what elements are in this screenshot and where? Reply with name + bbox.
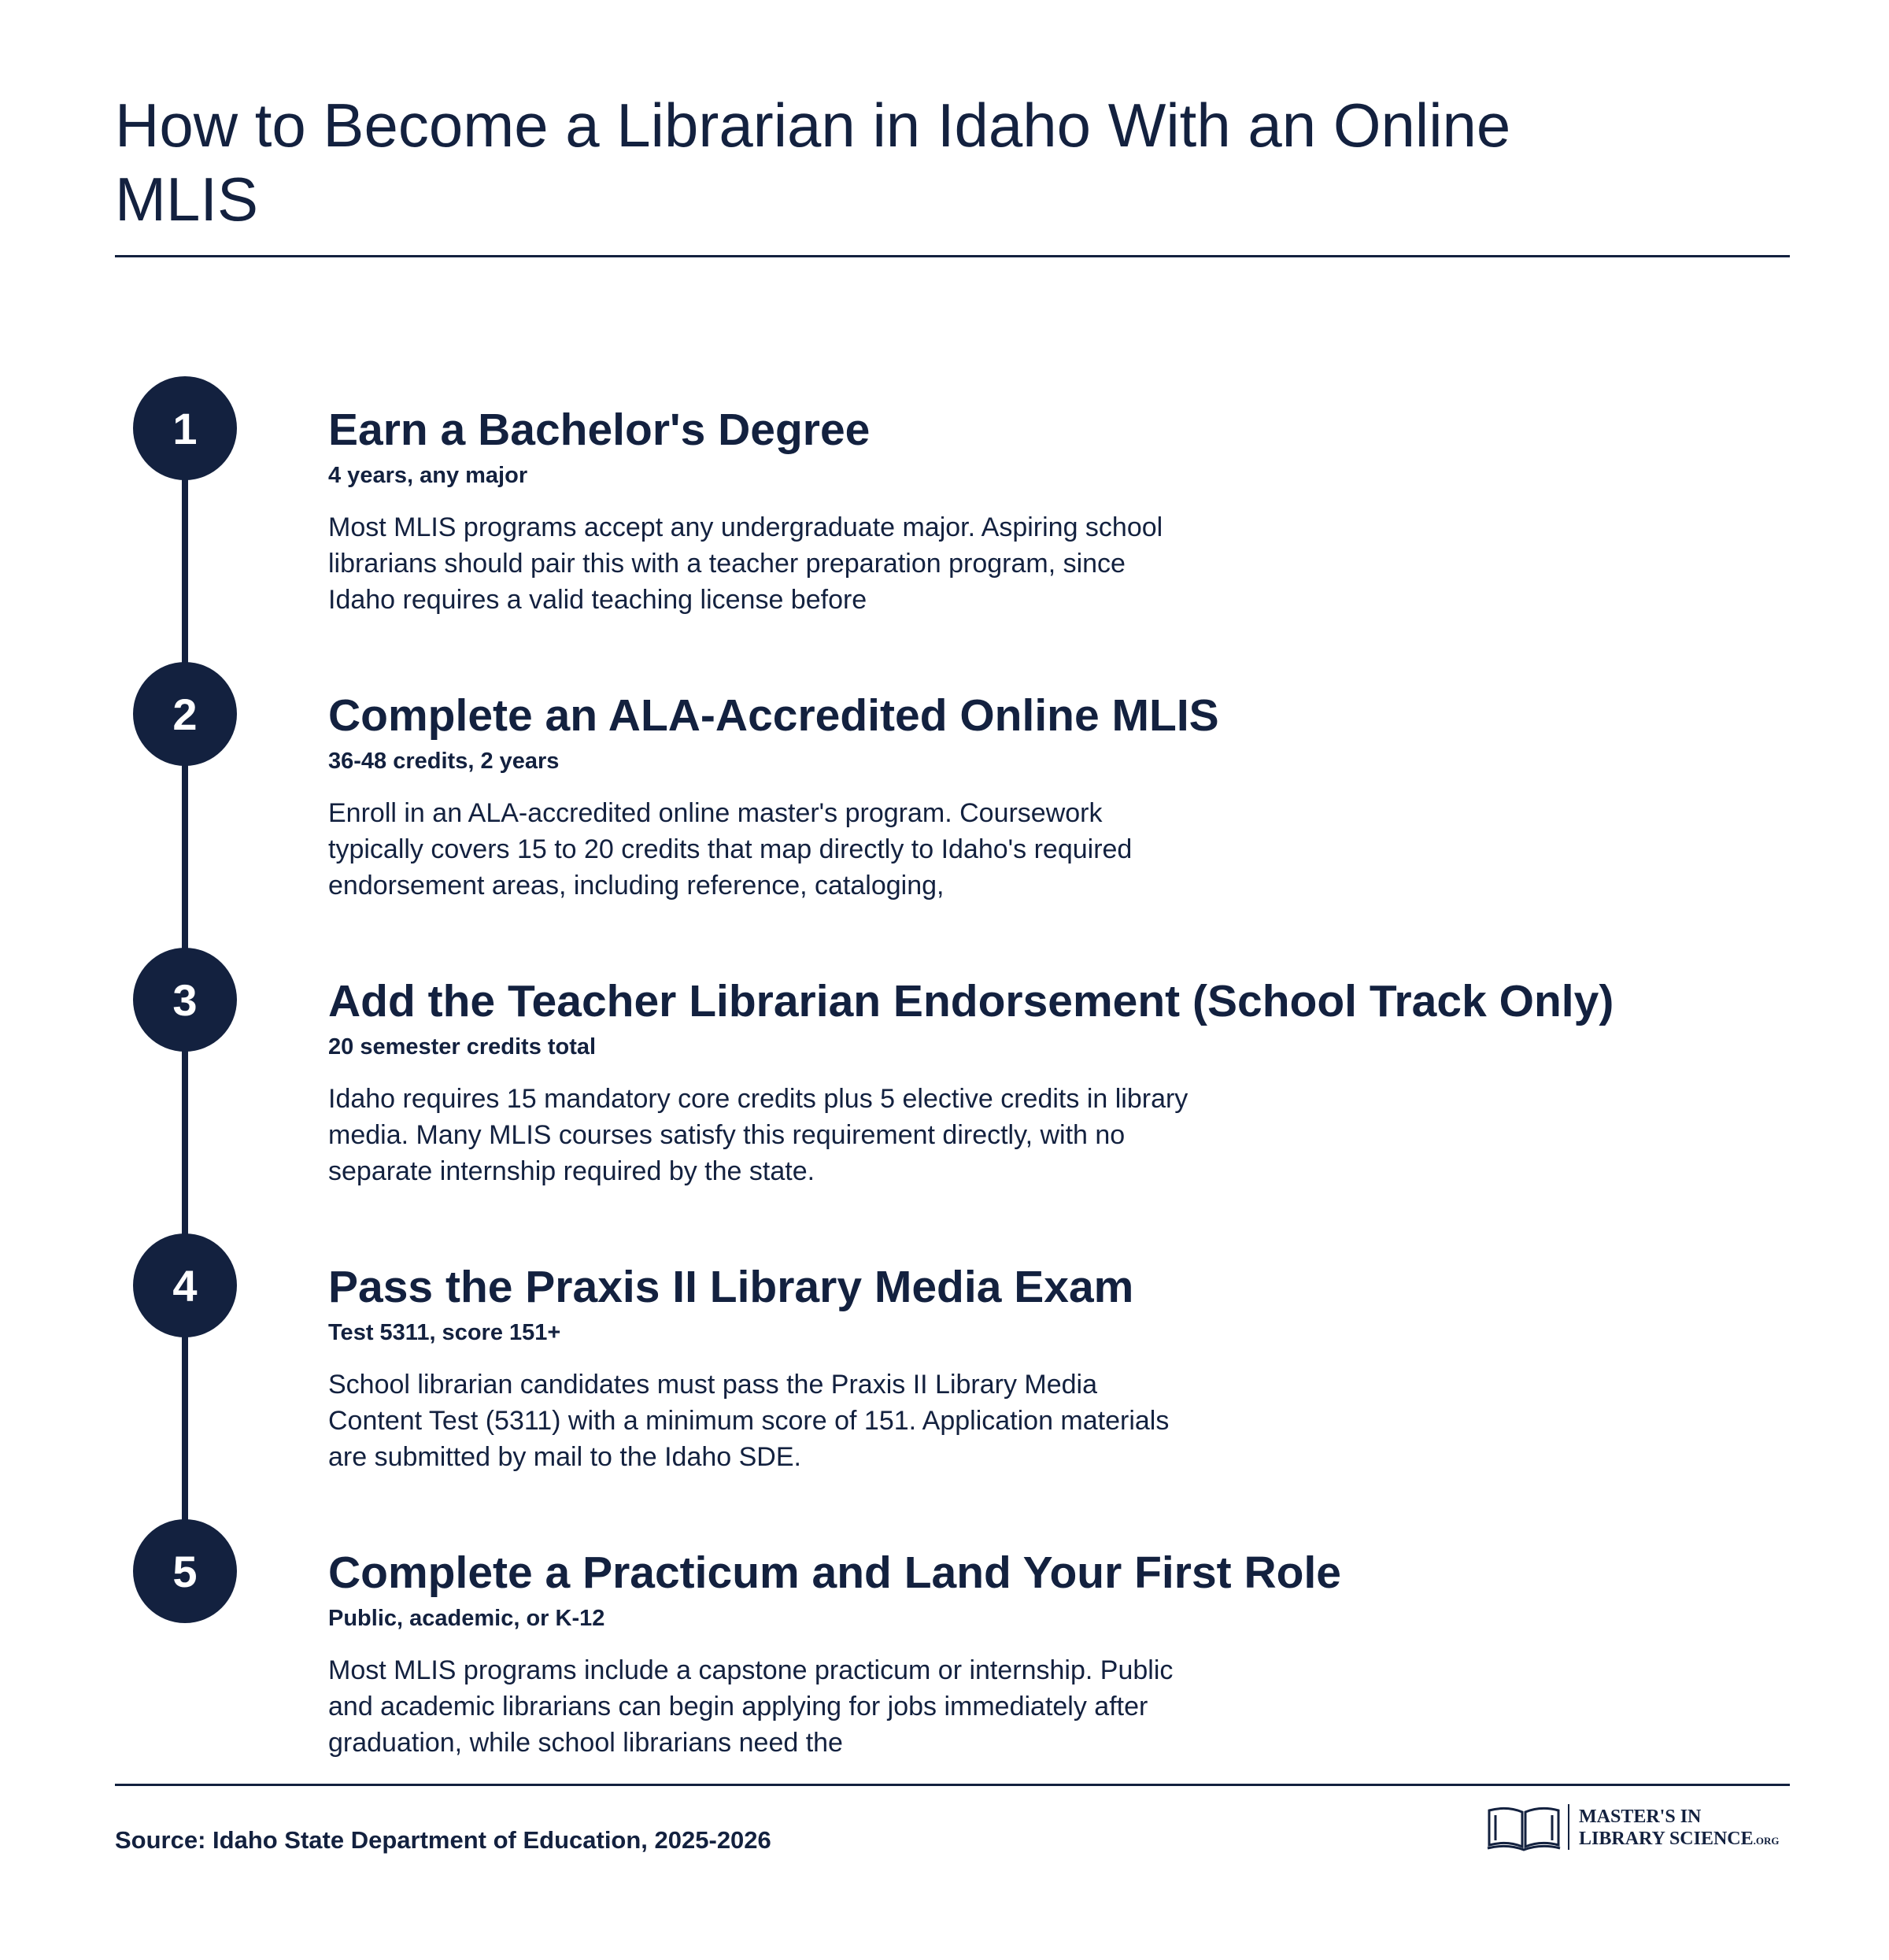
step-title: Add the Teacher Librarian Endorsement (School Track Only) (328, 976, 1614, 1026)
step-description: School librarian candidates must pass the Praxis II Library Media Content Test (5311) with a minimum score of 151. Application materials are submitted by mail to the Idaho SDE. (328, 1370, 1170, 1472)
step-title: Complete an ALA-Accredited Online MLIS (328, 690, 1219, 741)
step-number-badge: 1 (133, 376, 237, 480)
step-2 (0, 662, 1889, 922)
step-number-badge: 2 (133, 662, 237, 766)
step-title: Pass the Praxis II Library Media Exam (328, 1262, 1134, 1312)
step-title: Complete a Practicum and Land Your First Role (328, 1548, 1341, 1598)
logo-line-2: LIBRARY SCIENCE (1579, 1829, 1754, 1849)
step-1 (0, 376, 1889, 636)
step-description: Most MLIS programs include a capstone practicum or internship. Public and academic librarians can begin applying for jobs immediately after graduation, while school librarians need the (328, 1655, 1174, 1758)
step-subtitle: 4 years, any major (328, 463, 528, 488)
step-title: Earn a Bachelor's Degree (328, 405, 871, 455)
site-logo (1486, 1796, 1789, 1861)
logo-divider (1568, 1804, 1569, 1850)
source-citation: Source: Idaho State Department of Education, 2025-2026 (115, 1826, 771, 1854)
open-book-icon (1486, 1803, 1562, 1851)
page-title: How to Become a Librarian in Idaho With an Online MLIS (115, 91, 1511, 234)
step-subtitle: 20 semester credits total (328, 1034, 597, 1060)
step-number-badge: 4 (133, 1233, 237, 1337)
step-number-badge: 3 (133, 948, 237, 1052)
logo-suffix: .ORG (1753, 1835, 1780, 1847)
step-subtitle: 36-48 credits, 2 years (328, 749, 560, 774)
step-description: Enroll in an ALA-accredited online master's program. Coursework typically covers 15 to 20 credits that map directly to Idaho's required endorsement areas, including reference, cataloging, (328, 798, 1133, 900)
logo-line-1: MASTER'S IN (1579, 1807, 1702, 1827)
step-5 (0, 1519, 1889, 1779)
step-description: Idaho requires 15 mandatory core credits plus 5 elective credits in library media. Many MLIS courses satisfy this requirement directly, with no separate internship required by the state. (328, 1084, 1188, 1186)
footer-divider (115, 1784, 1790, 1786)
step-subtitle: Test 5311, score 151+ (328, 1320, 561, 1345)
logo-wordmark (1579, 1806, 1780, 1852)
step-4 (0, 1233, 1889, 1493)
header-divider (115, 255, 1790, 257)
step-subtitle: Public, academic, or K-12 (328, 1606, 605, 1631)
step-number-badge: 5 (133, 1519, 237, 1623)
step-description: Most MLIS programs accept any undergraduate major. Aspiring school librarians should pair this with a teacher preparation program, since Idaho requires a valid teaching license before (328, 512, 1163, 615)
step-3 (0, 948, 1889, 1207)
